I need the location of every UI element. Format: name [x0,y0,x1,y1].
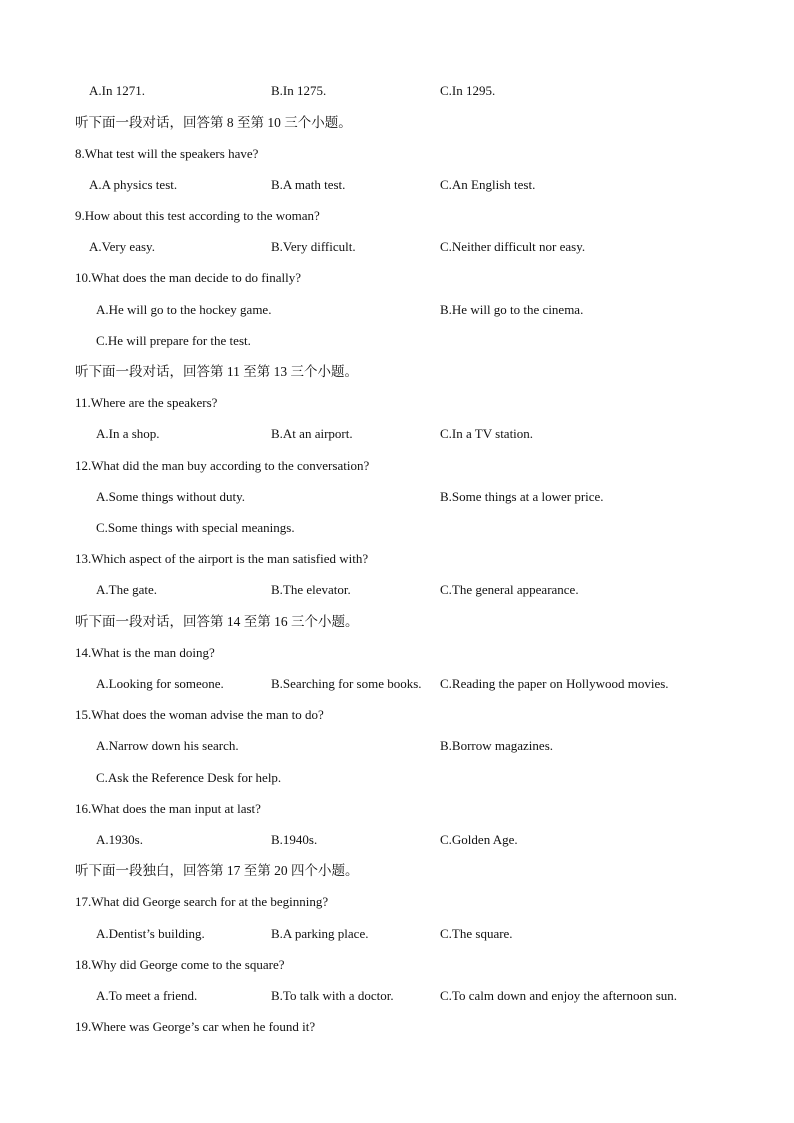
q16-question: 16.What does the man input at last? [75,801,261,816]
q9-option-b: B.Very difficult. [271,239,356,254]
q19-question: 19.Where was George’s car when he found it? [75,1019,316,1034]
q12-option-b: B.Some things at a lower price. [440,489,604,504]
q11-option-a: A.In a shop. [96,426,160,441]
section-heading-17-20 [0,861,794,881]
q14-option-a: A.Looking for someone. [96,676,224,691]
q11-option-c: C.In a TV station. [440,426,534,441]
q18-option-c: C.To calm down and enjoy the afternoon sun. [440,988,678,1003]
q11-question-row [0,393,794,413]
q13-question-row [0,549,794,569]
q9-question-row [0,206,794,226]
q8-options-row [0,175,794,195]
q15-option-a: A.Narrow down his search. [96,738,239,753]
section-heading-8-10 [0,113,794,133]
q13-question: 13.Which aspect of the airport is the man satisfied with? [75,551,369,566]
q9-options-row [0,237,794,257]
q13-options-row [0,580,794,600]
q15-question: 15.What does the woman advise the man to do? [75,707,324,722]
q12-options-row-1 [0,487,794,507]
q18-question: 18.Why did George come to the square? [75,957,285,972]
q8-question-row [0,144,794,164]
q13-option-b: B.The elevator. [271,582,351,597]
section-heading-17-20-text: 听下面一段独白，回答第 17 至第 20 四个小题。 [75,863,359,878]
q17-option-c: C.The square. [440,926,513,941]
q8-question: 8.What test will the speakers have? [75,146,259,161]
q16-option-a: A.1930s. [96,832,143,847]
section-heading-8-10-text: 听下面一段对话，回答第 8 至第 10 三个小题。 [75,115,352,130]
q11-question: 11.Where are the speakers? [75,395,218,410]
q8-option-b: B.A math test. [271,177,346,192]
q15-options-row-1 [0,736,794,756]
q10-options-row-1 [0,300,794,320]
q7-option-a: A.In 1271. [89,83,145,98]
q16-option-b: B.1940s. [271,832,318,847]
q15-options-row-2 [0,768,794,788]
q10-options-row-2 [0,331,794,351]
q14-question: 14.What is the man doing? [75,645,215,660]
q9-option-c: C.Neither difficult nor easy. [440,239,586,254]
q8-option-c: C.An English test. [440,177,536,192]
q12-option-c: C.Some things with special meanings. [96,520,295,535]
q19-question-row [0,1017,794,1037]
q15-option-b: B.Borrow magazines. [440,738,554,753]
q7-options-row [0,81,794,101]
q12-option-a: A.Some things without duty. [96,489,246,504]
q18-options-row [0,986,794,1006]
q13-option-a: A.The gate. [96,582,158,597]
q17-option-b: B.A parking place. [271,926,369,941]
q18-option-a: A.To meet a friend. [96,988,198,1003]
q16-options-row [0,830,794,850]
q18-option-b: B.To talk with a doctor. [271,988,394,1003]
q17-question-row [0,892,794,912]
q14-option-c: C.Reading the paper on Hollywood movies. [440,676,669,691]
q8-option-a: A.A physics test. [89,177,178,192]
q9-option-a: A.Very easy. [89,239,155,254]
q18-question-row [0,955,794,975]
q17-options-row [0,924,794,944]
section-heading-11-13-text: 听下面一段对话，回答第 11 至第 13 三个小题。 [75,364,358,379]
q15-option-c: C.Ask the Reference Desk for help. [96,770,282,785]
q14-option-b: B.Searching for some books. [271,676,422,691]
section-heading-14-16-text: 听下面一段对话，回答第 14 至第 16 三个小题。 [75,614,359,629]
q11-options-row [0,424,794,444]
q10-option-a: A.He will go to the hockey game. [96,302,272,317]
q12-question-row [0,456,794,476]
q12-question: 12.What did the man buy according to the conversation? [75,458,370,473]
q16-option-c: C.Golden Age. [440,832,518,847]
q10-option-b: B.He will go to the cinema. [440,302,584,317]
q12-options-row-2 [0,518,794,538]
q7-option-b: B.In 1275. [271,83,327,98]
q15-question-row [0,705,794,725]
q13-option-c: C.The general appearance. [440,582,579,597]
q10-question: 10.What does the man decide to do finally? [75,270,301,285]
q10-question-row [0,268,794,288]
q14-question-row [0,643,794,663]
q17-option-a: A.Dentist’s building. [96,926,205,941]
q7-option-c: C.In 1295. [440,83,496,98]
section-heading-11-13 [0,362,794,382]
q17-question: 17.What did George search for at the beginning? [75,894,329,909]
section-heading-14-16 [0,612,794,632]
q14-options-row [0,674,794,694]
q16-question-row [0,799,794,819]
q9-question: 9.How about this test according to the woman? [75,208,320,223]
q11-option-b: B.At an airport. [271,426,353,441]
q10-option-c: C.He will prepare for the test. [96,333,251,348]
